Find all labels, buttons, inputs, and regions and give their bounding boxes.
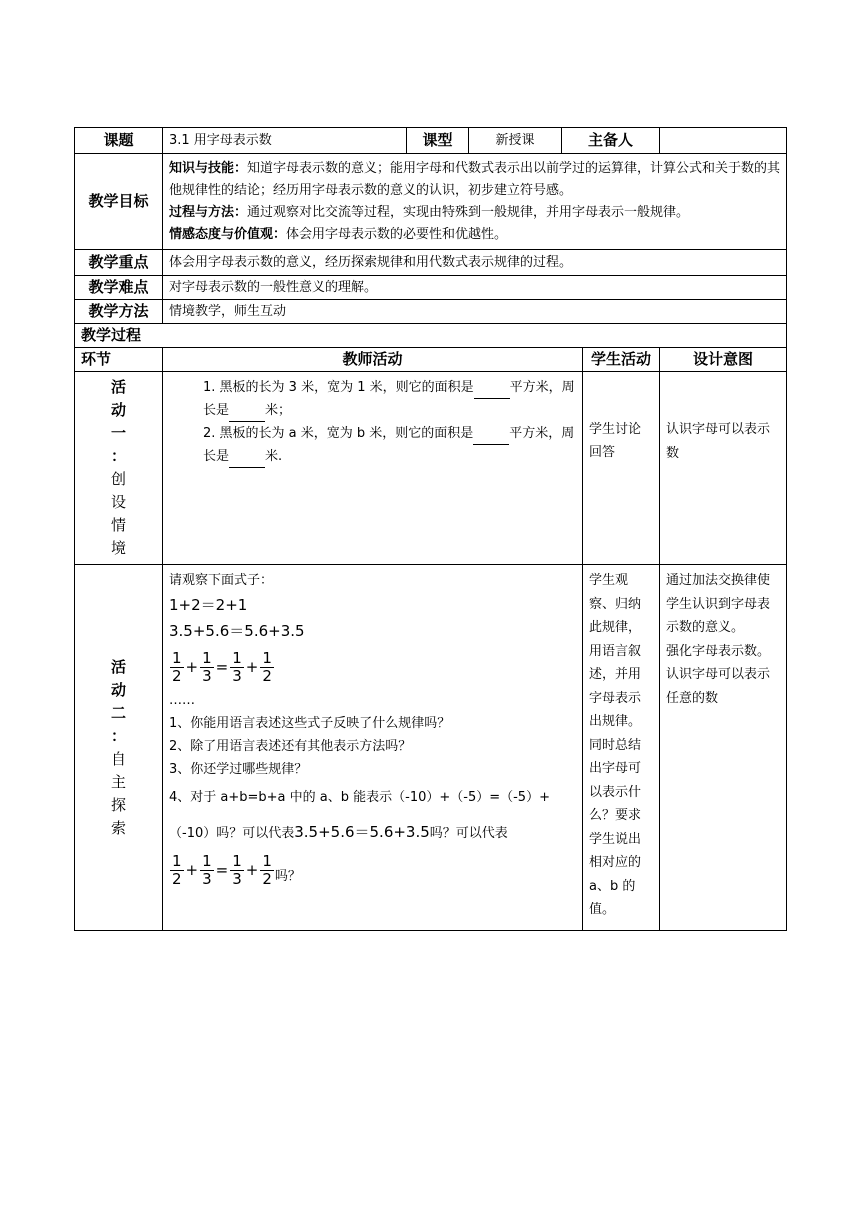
col-student: 学生活动 — [583, 348, 660, 372]
owner-value — [660, 128, 787, 154]
activity2-label-char: 动 — [110, 680, 126, 699]
column-header-row — [75, 348, 787, 372]
numerator: 1 — [172, 649, 182, 667]
q4-part: 4、对于 a+b=b+a 中的 a、b 能表示（-10）+（-5）=（-5）+（-10）吗？可以代表 — [169, 790, 550, 841]
plus-sign: + — [185, 861, 199, 879]
process-title-row — [75, 324, 787, 348]
key-point-row — [75, 250, 787, 276]
denominator: 3 — [202, 667, 212, 685]
activity2-label-char: 二 — [110, 703, 126, 722]
activity1-question-2 — [203, 422, 576, 468]
q2-part: 米. — [265, 449, 283, 464]
col-stage: 环节 — [75, 348, 163, 372]
method-label: 教学方法 — [75, 300, 163, 324]
activity2-row — [75, 565, 787, 931]
topic-label: 课题 — [75, 128, 163, 154]
key-point-label: 教学重点 — [75, 250, 163, 276]
activity1-student: 学生讨论回答 — [583, 372, 660, 565]
activity2-question-1: 1、你能用语言表述这些式子反映了什么规律吗？ — [169, 716, 451, 731]
denominator: 3 — [232, 667, 242, 685]
plus-sign: + — [185, 658, 199, 676]
activity2-label-char: 索 — [110, 818, 126, 837]
answer-blank — [229, 407, 265, 422]
activity2-label-char: 探 — [110, 795, 126, 814]
goals-label-text: 教学目标 — [88, 192, 149, 210]
activity1-label — [75, 372, 163, 565]
difficulty-label: 教学难点 — [75, 276, 163, 300]
denominator: 2 — [172, 667, 182, 685]
q4-end-text: 吗？ — [274, 869, 301, 884]
numerator: 1 — [232, 852, 242, 870]
fraction — [170, 650, 184, 685]
denominator: 3 — [232, 870, 242, 888]
numerator: 1 — [262, 649, 272, 667]
activity1-label-char: 设 — [110, 493, 126, 511]
method-row — [75, 300, 787, 324]
activity2-label-char: 主 — [110, 772, 126, 791]
equation-3 — [169, 650, 576, 685]
answer-blank — [474, 384, 510, 399]
answer-blank — [229, 453, 265, 468]
intent-line-1: 通过加法交换律使学生认识到字母表示数的意义。 — [666, 573, 771, 635]
activity2-label-char: 自 — [110, 749, 126, 768]
equation-1: 1+2＝2+1 — [169, 596, 248, 614]
activity1-row — [75, 372, 787, 565]
equals-sign: = — [215, 658, 229, 676]
goal-attitude-label: 情感态度与价值观： — [169, 226, 287, 242]
activity1-label-char: 动 — [110, 401, 126, 419]
activity2-intro: 请观察下面式子： — [169, 573, 274, 588]
fraction — [260, 853, 274, 888]
q4-equation: 3.5+5.6＝5.6+3.5 — [294, 823, 430, 841]
denominator: 2 — [172, 870, 182, 888]
lesson-plan-table — [74, 127, 787, 931]
activity2-label-char: ： — [110, 726, 126, 745]
activity2-label — [75, 565, 163, 931]
denominator: 3 — [202, 870, 212, 888]
denominator: 2 — [262, 870, 272, 888]
activity2-intent — [660, 565, 787, 931]
q1-part: 米； — [265, 403, 292, 418]
q1-part: 平方米，周长是 — [203, 380, 575, 418]
activity1-label-char: ： — [110, 447, 126, 465]
goals-row — [75, 154, 787, 250]
activity2-question-2: 2、除了用语言表述还有其他表示方法吗？ — [169, 739, 412, 754]
fraction — [200, 650, 214, 685]
fraction — [230, 853, 244, 888]
activity1-intent: 认识字母可以表示数 — [660, 372, 787, 565]
goal-process — [169, 202, 780, 224]
activity1-label-char: 创 — [110, 470, 126, 488]
q4-part: 吗？可以代表 — [429, 826, 508, 841]
fraction — [200, 853, 214, 888]
goal-knowledge-text: 知道字母表示数的意义；能用字母和代数式表示出以前学过的运算律，计算公式和关于数的其他规律性的结论；经历用字母表示数的意义的认识，初步建立符号感。 — [169, 160, 781, 198]
denominator: 2 — [262, 667, 272, 685]
equation-2: 3.5+5.6＝5.6+3.5 — [169, 622, 305, 640]
method-text: 情境教学，师生互动 — [163, 300, 787, 324]
goals-label — [75, 154, 163, 250]
activity1-question-1 — [203, 376, 576, 422]
goal-knowledge — [169, 158, 780, 202]
answer-blank — [473, 430, 509, 445]
difficulty-text: 对字母表示数的一般性意义的理解。 — [163, 276, 787, 300]
numerator: 1 — [262, 852, 272, 870]
topic-value: 3.1 用字母表示数 — [163, 128, 407, 154]
equals-sign: = — [215, 861, 229, 879]
fraction — [230, 650, 244, 685]
numerator: 1 — [202, 649, 212, 667]
goals-content — [163, 154, 787, 250]
activity1-label-char: 境 — [110, 539, 126, 557]
intent-line-2: 强化字母表示数。 — [666, 643, 771, 659]
owner-label: 主备人 — [562, 128, 660, 154]
goal-attitude-text: 体会用字母表示数的必要性和优越性。 — [286, 226, 508, 242]
q2-part: 平方米，周长是 — [203, 426, 575, 464]
activity1-label-char: 活 — [110, 378, 126, 396]
activity2-question-4 — [169, 781, 576, 851]
ellipsis: …… — [169, 693, 195, 708]
goal-attitude — [169, 224, 780, 246]
key-point-text: 体会用字母表示数的意义，经历探索规律和用代数式表示规律的过程。 — [163, 250, 787, 276]
activity1-label-char: 一 — [110, 424, 126, 442]
goal-process-text: 通过观察对比交流等过程，实现由特殊到一般规律，并用字母表示一般规律。 — [247, 204, 690, 220]
numerator: 1 — [232, 649, 242, 667]
difficulty-row — [75, 276, 787, 300]
activity2-student: 学生观察、归纳此规律，用语言叙述，并用字母表示出规律。同时总结出字母可以表示什么？要求学生说出相对应的 a、b 的值。 — [583, 565, 660, 931]
col-intent: 设计意图 — [660, 348, 787, 372]
q2-part: 2. 黑板的长为 a 米，宽为 b 米，则它的面积是 — [203, 426, 474, 441]
activity1-label-char: 情 — [110, 516, 126, 534]
col-teacher: 教师活动 — [163, 348, 583, 372]
numerator: 1 — [202, 852, 212, 870]
type-label: 课型 — [407, 128, 469, 154]
intent-line-3: 认识字母可以表示任意的数 — [666, 667, 771, 706]
goal-knowledge-label: 知识与技能： — [169, 160, 248, 176]
plus-sign: + — [245, 658, 259, 676]
type-value: 新授课 — [469, 128, 562, 154]
activity2-label-char: 活 — [110, 657, 126, 676]
q1-part: 1. 黑板的长为 3 米，宽为 1 米，则它的面积是 — [203, 380, 474, 395]
process-title: 教学过程 — [75, 324, 787, 348]
activity1-teacher — [163, 372, 583, 565]
numerator: 1 — [172, 852, 182, 870]
header-row — [75, 128, 787, 154]
fraction — [260, 650, 274, 685]
plus-sign: + — [245, 861, 259, 879]
activity2-teacher — [163, 565, 583, 931]
fraction — [170, 853, 184, 888]
activity2-question-4-end — [169, 853, 576, 888]
activity2-question-3: 3、你还学过哪些规律？ — [169, 762, 308, 777]
goal-process-label: 过程与方法： — [169, 204, 248, 220]
